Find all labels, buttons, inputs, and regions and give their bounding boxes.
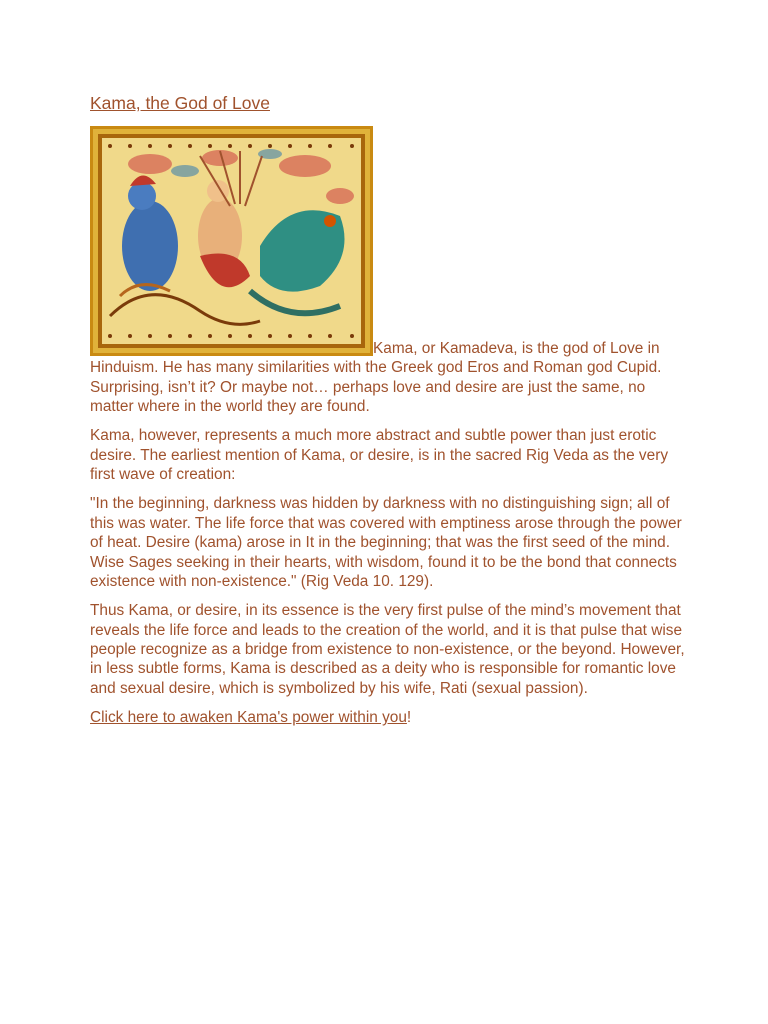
- paragraph-2: Kama, however, represents a much more abstract and subtle power than just erotic desire. The earliest mention of Kama, or desire, is in the sacred Rig Veda as the very first wave of creation:: [90, 427, 669, 484]
- rig-veda-quote: "In the beginning, darkness was hidden by darkness with no distinguishing sign; all of this was water. The life force that was covered with emptiness arose through the power of heat. Desire (kama) arose in It in the beginning; that was the first seed of the mind. Wise Sages seeking in their hearts, with wisdom, found it to be the bond that connects existence with non-existence." (Rig Veda 10. 129).: [90, 495, 682, 591]
- intro-paragraph: [90, 126, 690, 417]
- document-page: [90, 92, 690, 737]
- awaken-kama-link[interactable]: Click here to awaken Kama's power within you: [90, 709, 407, 727]
- cta-suffix: !: [406, 709, 412, 727]
- paragraph-4: Thus Kama, or desire, in its essence is the very first pulse of the mind’s movement that reveals the life force and leads to the creation of the world, and it is that pulse that wise people recognize as a bridge from existence to non-existence, or the beyond. However, in less subtle forms, Kama is described as a deity who is responsible for romantic love and sexual desire, which is symbolized by his wife, Rati (sexual passion).: [90, 602, 685, 697]
- article-title-link[interactable]: Kama, the God of Love: [90, 93, 270, 113]
- cta-line: [90, 708, 690, 727]
- kama-painting-illustration: [90, 126, 373, 356]
- intro-text: Kama, or Kamadeva, is the god of Love in Hinduism. He has many similarities with the Greek god Eros and Roman god Cupid. Surprising, isn’t it? Or maybe not… perhaps love and desire are just the same, no matter where in the world they are found.: [90, 340, 662, 416]
